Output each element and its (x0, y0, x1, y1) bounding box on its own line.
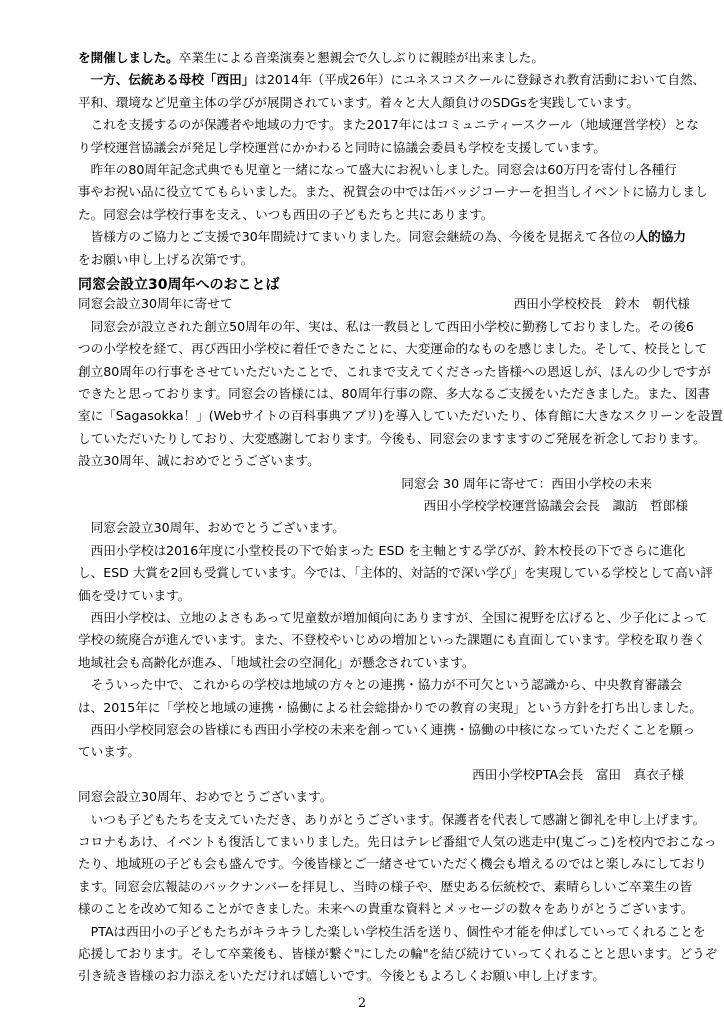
message-line: ます。同窓会広報誌のバックナンバーを拝見し、当時の様子や、歴史ある伝統校で、素晴らしいご卒業生の皆 (78, 878, 693, 894)
section-title: 同窓会設立30周年へのおことば (78, 277, 280, 293)
page-number: 2 (357, 996, 367, 1011)
message-author: 西田小学校PTA会長 富田 真衣子様 (472, 766, 684, 782)
intro-line: 平和、環境など児童主体の学びが展開されています。着々と大人顔負けのSDGsを実践しています。 (78, 94, 639, 110)
message-line: していただいたりしており、大変感謝しております。今後も、同窓会のますますのご発展を祈念しております。 (78, 430, 706, 446)
message-line: 価を受けています。 (78, 587, 191, 603)
message-title: 同窓会設立30周年に寄せて (78, 296, 233, 312)
message-line: 創立80周年の行事をさせていただいたことで、これまで支えてくださった皆様への恩返しが、ほんの少しですが (78, 363, 711, 379)
message-line: ています。 (78, 744, 140, 760)
message-line: 設立30周年、誠におめでとうございます。 (78, 453, 320, 469)
message-line: つの小学校を経て、再び西田小学校に着任できたことに、大変運命的なものを感じました。そして、校長として (78, 341, 708, 357)
message-line: 西田小学校は、立地のよさもあって児童数が増加傾向にありますが、全国に視野を広げると、少子化によって (78, 610, 708, 625)
message-line: 様のことを改めて知ることができました。未来への貴重な資料とメッセージの数々をありがとうございます。 (78, 901, 694, 917)
message-author: 西田小学校校長 鈴木 朝代様 (513, 296, 690, 312)
message-line: 地域社会も高齢化が進み、「地域社会の空洞化」が懸念されています。 (78, 654, 475, 670)
intro-line: 皆様方のご協力とご支援で30年間続けてまいりました。同窓会継続の為、今後を見据えて各位の人的協力 (78, 229, 686, 245)
message-line: 学校の統廃合が進んでいます。また、不登校やいじめの増加といった課題にも直面しています。学校を取り巻く (78, 632, 706, 648)
intro-line: これを支援するのが保護者や地域の力です。また2017年にはコミュニティースクール（地域運営学校）とな (78, 117, 699, 133)
message-author: 西田小学校学校運営協議会会長 諏訪 哲郎様 (423, 498, 688, 513)
message-line: は、2015年に「学校と地域の連携・協働による社会総掛かりでの教育の実現」という方針を打ち出しました。 (78, 699, 702, 715)
message-line: 同窓会が設立された創立50周年の年、実は、私は一教員として西田小学校に勤務しておりました。その後6 (78, 318, 694, 334)
message-line: 引き続き皆様のお力添えをいただければ嬉しいです。今後ともよろしくお願い申し上げます。 (78, 968, 605, 984)
intro-line: 事やお祝い品に役立ててもらいました。また、祝賀会の中では缶バッジコーナーを担当しイベントに協力しまし (78, 184, 708, 200)
intro-line: を開催しました。卒業生による音楽演奏と懇親会で久しぶりに親睦が出来ました。 (78, 50, 544, 65)
message-line: 室に「Sagasokka！」(Webサイトの百科事典アプリ)を導入していただいたり、体育館に大きなスクリーンを設置 (78, 408, 723, 424)
message-line: そういった中で、これからの学校は地域の方々との連携・協力が不可欠という認識から、中央教育審議会 (78, 677, 683, 693)
message-line: 西田小学校同窓会の皆様にも西田小学校の未来を創っていく連携・協働の中核になっていただくことを願っ (78, 722, 696, 737)
message-line: 同窓会設立30周年、おめでとうございます。 (78, 789, 333, 805)
message-line: たり、地域班の子ども会も盛んです。今後皆様とご一緒させていただく機会も増えるのではと楽しみにしており (78, 856, 707, 872)
message-line: し、ESD 大賞を2回も受賞しています。今では、「主体的、対話的で深い学び」を実現している学校として高い評 (78, 565, 713, 581)
message-line: 同窓会設立30周年、おめでとうございます。 (78, 520, 345, 536)
message-line: PTAは西田小の子どもたちがキラキラした楽しい学校生活を送り、個性や才能を伸ばしていってくれることを (78, 923, 706, 939)
message-line: 応援しております。そして卒業後も、皆様が繋ぐ"にしたの輪"を結び続けていってくれることと思います。どうぞ (78, 946, 718, 961)
intro-line: 昨年の80周年記念式典でも児童と一緒になって盛大にお祝いしました。同窓会は60万円を寄付し各種行 (78, 162, 677, 177)
intro-line: り学校運営協議会が発足し学校運営にかかわると同時に協議会委員も学校を支援しています。 (78, 139, 606, 155)
message-title: 同窓会 30 周年に寄せて：西田小学校の未来 (401, 475, 652, 491)
message-line: できたと思っております。同窓会の皆様には、80周年行事の際、多大なるご支援をいただきました。また、図書 (78, 386, 711, 401)
message-line: いつも子どもたちを支えていただき、ありがとうございます。保護者を代表して感謝と御礼を申し上げます。 (78, 811, 706, 827)
message-line: コロナもあけ、イベントも復活してまいりました。先日はテレビ番組で人気の逃走中(鬼ごっこ)を校内でおこなっ (78, 834, 717, 849)
intro-line: をお願い申し上げる次第です。 (78, 251, 254, 267)
intro-line: 一方、伝統ある母校「西田」は2014年（平成26年）にユネスコスクールに登録され教育活動において自然、 (90, 72, 706, 88)
message-line: 西田小学校は2016年度に小堂校長の下で始まった ESD を主軸とする学びが、鈴木校長の下でさらに進化 (78, 542, 686, 558)
intro-line: た。同窓会は学校行事を支え、いつも西田の子どもたちと共にあります。 (78, 206, 494, 222)
